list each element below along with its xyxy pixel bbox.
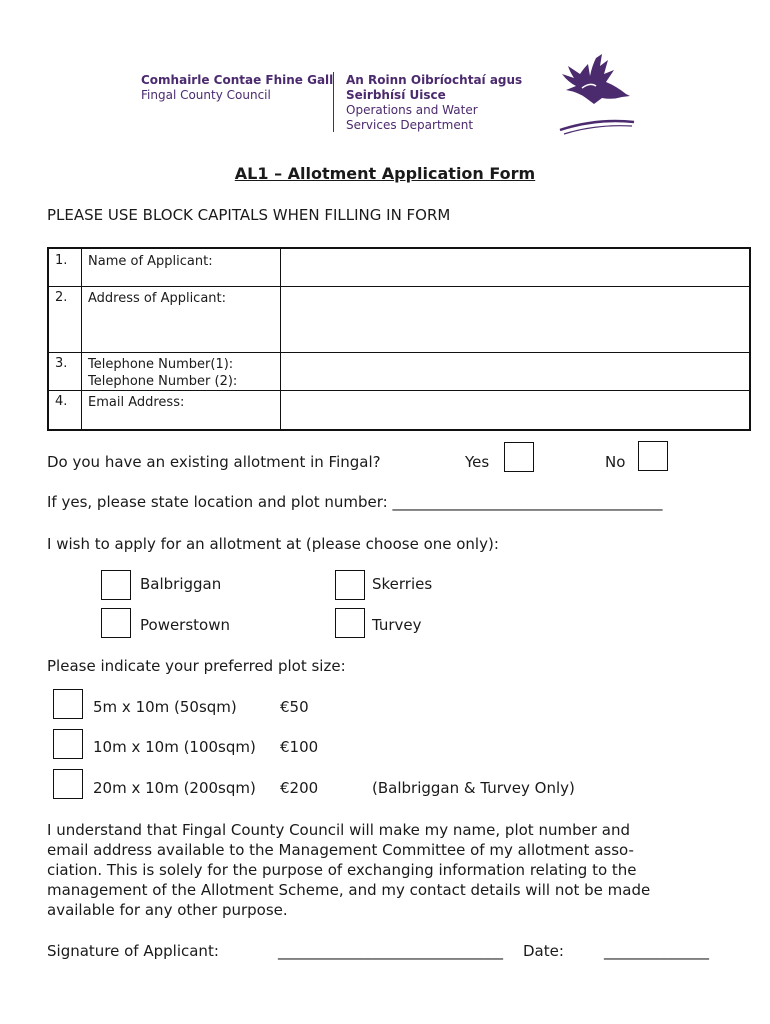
row-label-email: Email Address: <box>88 395 185 410</box>
turvey-label: Turvey <box>372 616 422 634</box>
department-name-irish-2: Seirbhísí Uisce <box>346 88 446 102</box>
council-name-block <box>141 73 333 103</box>
signature-line[interactable]: ______________________________ <box>278 942 503 960</box>
applicant-address-field[interactable] <box>282 286 749 352</box>
plot-price-100: €100 <box>280 738 319 756</box>
powerstown-checkbox[interactable] <box>101 608 131 638</box>
plot-size-note: (Balbriggan & Turvey Only) <box>372 779 575 797</box>
department-name-irish-1: An Roinn Oibríochtaí agus <box>346 73 523 87</box>
row-label-address: Address of Applicant: <box>88 291 227 306</box>
existing-allotment-question: Do you have an existing allotment in Fingal? <box>47 453 381 471</box>
skerries-label: Skerries <box>372 575 433 593</box>
form-title: AL1 – Allotment Application Form <box>234 164 536 183</box>
bird-logo-icon <box>556 52 636 136</box>
row-label-name: Name of Applicant: <box>88 254 213 269</box>
table-row-name <box>49 249 749 287</box>
balbriggan-label: Balbriggan <box>140 575 222 593</box>
department-name-english-2: Services Department <box>346 118 474 132</box>
plot-size-50sqm-label: 5m x 10m (50sqm) <box>93 698 237 716</box>
turvey-checkbox[interactable] <box>335 608 365 638</box>
row-number: 1. <box>55 253 68 268</box>
row-number: 2. <box>55 290 68 305</box>
table-row-address <box>49 286 749 353</box>
header-divider <box>333 72 334 132</box>
consent-line: ciation. This is solely for the purpose of exchanging information relating to the <box>47 861 637 879</box>
council-name-english: Fingal County Council <box>141 88 271 102</box>
plot-size-50sqm-checkbox[interactable] <box>53 689 83 719</box>
department-name-block <box>346 73 522 133</box>
consent-line: email address available to the Management Committee of my allotment asso- <box>47 841 634 859</box>
no-label: No <box>605 453 626 471</box>
plot-size-question: Please indicate your preferred plot size: <box>47 657 346 675</box>
date-line[interactable]: ______________ <box>604 942 709 960</box>
consent-line: available for any other purpose. <box>47 901 288 919</box>
location-plot-prompt[interactable]: If yes, please state location and plot number: ____________________________________ <box>47 493 663 511</box>
applicant-name-field[interactable] <box>282 249 749 286</box>
plot-size-100sqm-label: 10m x 10m (100sqm) <box>93 738 256 756</box>
table-row-email <box>49 390 749 429</box>
plot-size-200sqm-checkbox[interactable] <box>53 769 83 799</box>
council-name-irish: Comhairle Contae Fhine Gall <box>141 73 334 87</box>
existing-yes-checkbox[interactable] <box>504 442 534 472</box>
email-field[interactable] <box>282 390 749 429</box>
plot-price-50: €50 <box>280 698 309 716</box>
telephone-2-label: Telephone Number (2): <box>88 374 238 389</box>
consent-line: I understand that Fingal County Council will make my name, plot number and <box>47 821 630 839</box>
powerstown-label: Powerstown <box>140 616 230 634</box>
consent-line: management of the Allotment Scheme, and my contact details will not be made <box>47 881 651 899</box>
signature-label: Signature of Applicant: <box>47 942 219 960</box>
table-row-telephone <box>49 352 749 391</box>
row-number: 3. <box>55 356 68 371</box>
date-label: Date: <box>523 942 564 960</box>
plot-price-200: €200 <box>280 779 319 797</box>
yes-label: Yes <box>465 453 490 471</box>
balbriggan-checkbox[interactable] <box>101 570 131 600</box>
plot-size-200sqm-label: 20m x 10m (200sqm) <box>93 779 256 797</box>
existing-no-checkbox[interactable] <box>638 441 668 471</box>
telephone-field[interactable] <box>282 352 749 390</box>
skerries-checkbox[interactable] <box>335 570 365 600</box>
plot-size-100sqm-checkbox[interactable] <box>53 729 83 759</box>
row-label-telephone <box>88 356 237 390</box>
row-number: 4. <box>55 394 68 409</box>
department-name-english-1: Operations and Water <box>346 103 478 117</box>
applicant-details-table <box>47 247 751 431</box>
block-capitals-instruction: PLEASE USE BLOCK CAPITALS WHEN FILLING IN FORM <box>47 206 451 224</box>
site-choice-question: I wish to apply for an allotment at (please choose one only): <box>47 535 499 553</box>
telephone-1-label: Telephone Number(1): <box>88 357 234 372</box>
data-consent-paragraph <box>47 820 737 920</box>
